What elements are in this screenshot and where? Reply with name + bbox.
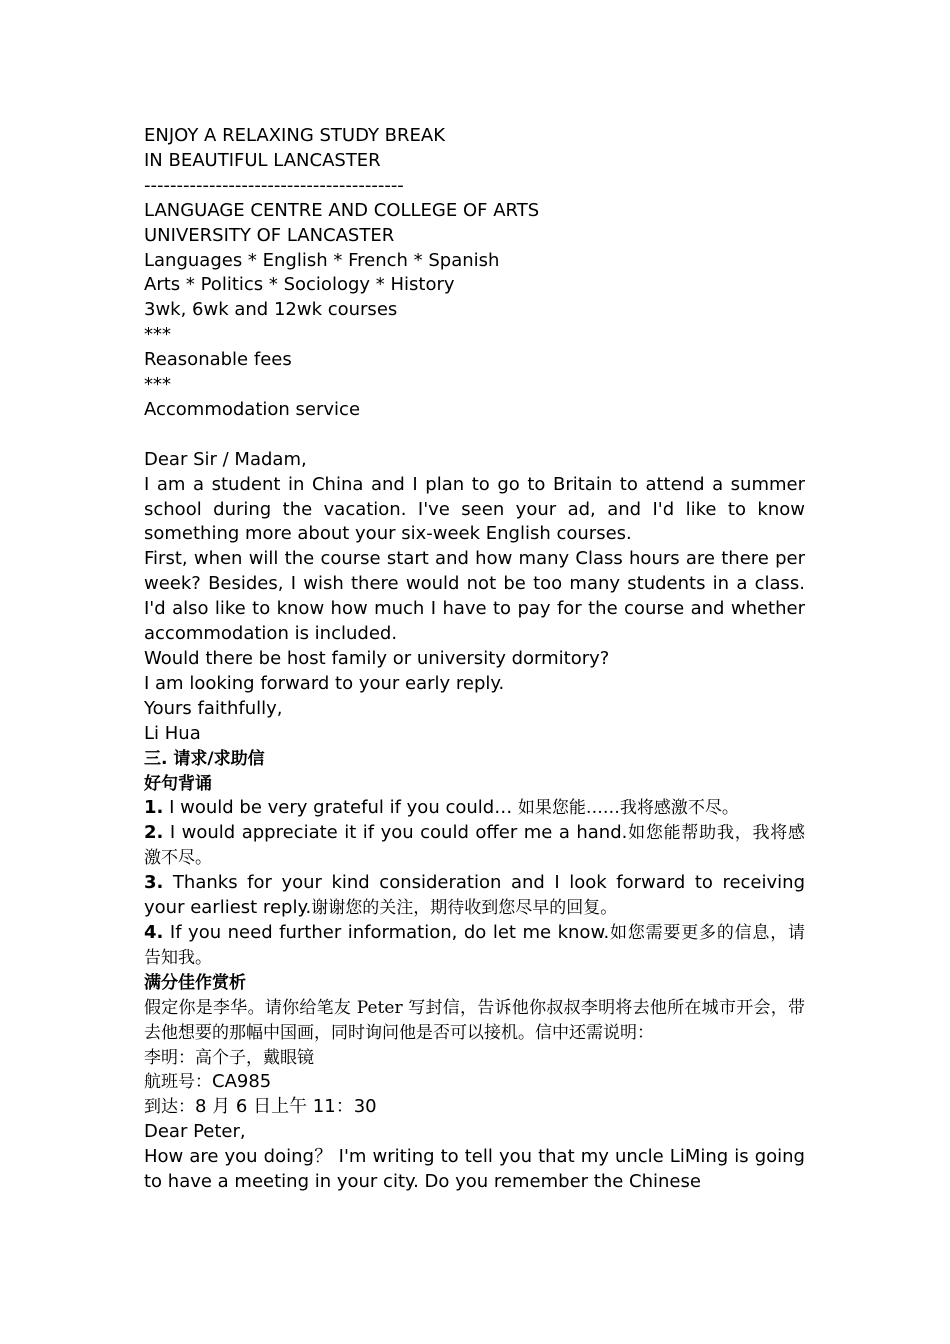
phrase-chinese: 如果您能……我将感激不尽。 [517, 798, 739, 819]
info-li-ming: 李明：高个子，戴眼镜 [144, 1047, 314, 1068]
blank-line [144, 423, 805, 448]
task-prompt: 假定你是李华。请你给笔友 Peter 写封信，告诉他你叔叔李明将去他所在城市开会，带去他想要的那幅中国画，同时询问他是否可以接机。信中还需说明： [144, 997, 805, 1043]
letter-paragraph-2: First, when will the course start and how many Class hours are there per week? Besides, I wish there would not be too many students in a class. I'd also like to know how much I have to pay for the course and whether accommodation is included. [144, 548, 805, 645]
ad-subjects-line1: Languages * English * French * Spanish [144, 249, 500, 271]
info-flight [144, 1070, 805, 1095]
ad-centre-line1: LANGUAGE CENTRE AND COLLEGE OF ARTS [144, 199, 540, 221]
letter-paragraph-1: I am a student in China and I plan to go to Britain to attend a summer school during the vacation. I've seen your ad, and I'd like to know something more about your six-week English courses. [144, 473, 805, 545]
phrase-item [144, 821, 805, 871]
phrase-number: 4. [144, 921, 164, 943]
section-heading [144, 747, 805, 772]
letter-paragraph-3: Would there be host family or university dormitory? [144, 648, 610, 670]
phrase-number: 1. [144, 797, 164, 819]
phrase-number: 3. [144, 872, 164, 894]
ad-fees: Reasonable fees [144, 349, 292, 371]
ad-accommodation: Accommodation service [144, 398, 361, 420]
phrase-item [144, 796, 805, 821]
ad-subjects-line2: Arts * Politics * Sociology * History [144, 274, 455, 296]
phrase-number: 2. [144, 822, 164, 844]
phrase-item [144, 921, 805, 971]
document-page [144, 124, 805, 1195]
phrase-item [144, 871, 805, 921]
phrase-english: I would appreciate it if you could offer me a hand. [163, 822, 628, 844]
sample-letter-paragraph: How are you doing？ I'm writing to tell you that my uncle LiMing is going to have a meeting in your city. Do you remember the Chinese [144, 1146, 805, 1193]
ad-divider: ---------------------------------------- [144, 174, 404, 196]
sample-letter-salutation: Dear Peter, [144, 1121, 246, 1143]
info-arrival-value: 8 月 6 日上午 11：30 [195, 1096, 377, 1118]
phrase-english: Thanks for your kind consideration and I look forward to receiving your earliest reply. [144, 872, 805, 919]
section-heading-number: 三. [144, 748, 168, 769]
phrase-english: If you need further information, do let me know. [163, 921, 610, 943]
letter-salutation: Dear Sir / Madam, [144, 448, 307, 470]
sample-heading: 满分佳作赏析 [144, 972, 246, 993]
ad-title-line1: ENJOY A RELAXING STUDY BREAK [144, 125, 446, 146]
phrase-english: I would be very grateful if you could… [163, 797, 518, 819]
ad-courses: 3wk, 6wk and 12wk courses [144, 299, 398, 321]
info-flight-value: CA985 [212, 1071, 272, 1093]
info-arrival [144, 1095, 805, 1120]
ad-centre-line2: UNIVERSITY OF LANCASTER [144, 224, 395, 246]
ad-title-line2: IN BEAUTIFUL LANCASTER [144, 149, 381, 171]
ad-stars-1: *** [144, 324, 171, 346]
letter-paragraph-4: I am looking forward to your early reply. [144, 672, 505, 694]
phrases-heading: 好句背诵 [144, 773, 212, 794]
info-arrival-label: 到达： [144, 1097, 195, 1118]
ad-stars-2: *** [144, 374, 171, 396]
phrase-chinese: 谢谢您的关注，期待收到您尽早的回复。 [311, 898, 618, 919]
phrase-chinese: 如您需要更多的信息，请告知我。 [144, 922, 805, 968]
letter-signature: Li Hua [144, 722, 201, 744]
info-flight-label: 航班号： [144, 1072, 212, 1093]
section-heading-text: 请求/求助信 [167, 748, 265, 769]
letter-closing: Yours faithfully, [144, 697, 283, 719]
phrase-chinese: 如您能帮助我，我将感激不尽。 [144, 823, 806, 869]
